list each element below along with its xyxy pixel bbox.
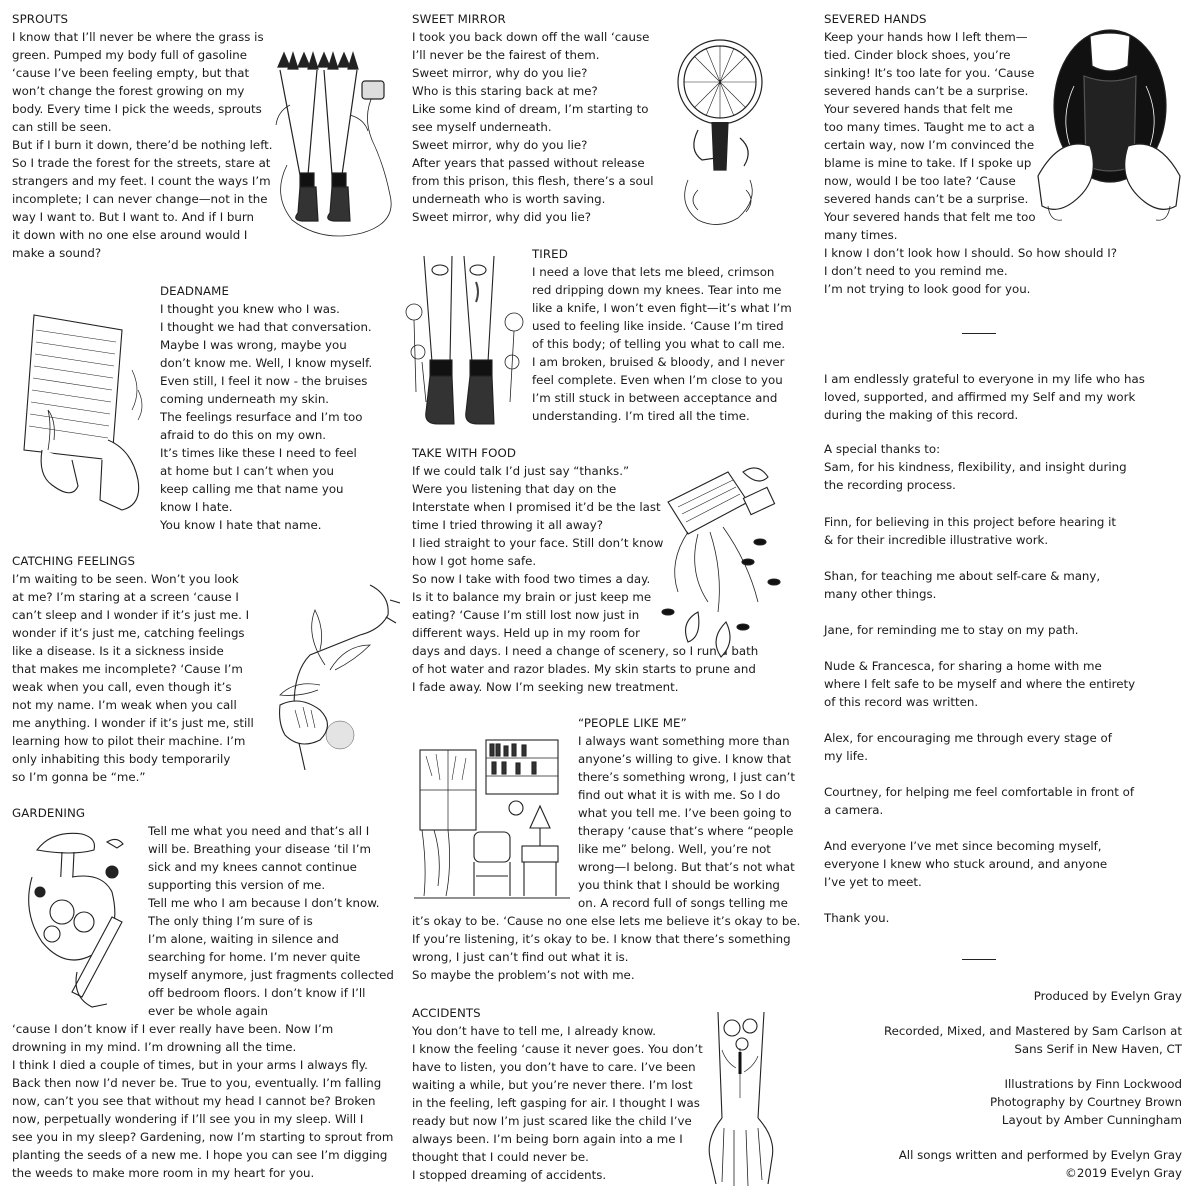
song-deadname: [160, 282, 372, 534]
text-line: Maybe I was wrong, maybe you: [160, 338, 347, 352]
song-title: SEVERED HANDS: [824, 12, 927, 26]
text-line: Sweet mirror, why did you lie?: [412, 210, 591, 224]
text-line: You know I hate that name.: [160, 518, 322, 532]
text-line: I’m waiting to be seen. Won’t you look: [12, 572, 239, 586]
text-line: now, would I be too late? ‘Cause: [824, 174, 1016, 188]
text-line: Your severed hands that felt me: [824, 102, 1013, 116]
song-title: SPROUTS: [12, 12, 69, 26]
text-line: ever be whole again: [148, 1004, 268, 1018]
text-line: understanding. I’m tired all the time.: [532, 409, 750, 423]
text-line: I know the feeling ‘cause it never goes. You don’t: [412, 1042, 703, 1056]
text-line: find out what it is with me. So I do: [578, 788, 781, 802]
text-line: I’m not trying to look good for you.: [824, 282, 1031, 296]
text-line: loved, supported, and affirmed my Self and my work: [824, 390, 1136, 404]
text-line: strangers and my feet. I count the ways I’m: [12, 174, 271, 188]
thanks-nude-francesca: [824, 657, 1135, 711]
text-line: If we could talk I’d just say “thanks.”: [412, 464, 630, 478]
text-line: keep calling me that name you: [160, 482, 344, 496]
song-people-like-me-full: [412, 912, 800, 984]
text-line: time I tried throwing it all away?: [412, 518, 603, 532]
text-line: Keep your hands how I left them—: [824, 30, 1028, 44]
song-title: ACCIDENTS: [412, 1006, 481, 1020]
text-line: that makes me incomplete? ‘Cause I’m: [12, 662, 243, 676]
text-line: off bedroom floors. I don’t know if I’ll: [148, 986, 366, 1000]
text-line: I need a love that lets me bleed, crimson: [532, 265, 775, 279]
credit-photography: Photography by Courtney Brown: [989, 1095, 1182, 1109]
text-line: Back then now I’d never be. True to you, eventually. I’m falling: [12, 1076, 382, 1090]
song-lyrics: [412, 1022, 703, 1184]
song-accidents: [412, 1004, 703, 1184]
song-gardening-lyrics-right: [148, 822, 394, 1020]
song-title: GARDENING: [12, 806, 86, 820]
text-line: how I got home safe.: [412, 554, 537, 568]
text-line: Tell me who I am because I don’t know.: [148, 896, 380, 910]
text-line: I’m still stuck in between acceptance and: [532, 391, 778, 405]
text-line: from this prison, this flesh, there’s a soul: [412, 174, 654, 188]
text-line: You don’t have to tell me, I already know.: [412, 1024, 656, 1038]
text-line: at me? I’m staring at a screen ‘cause I: [12, 590, 239, 604]
song-tired: [532, 245, 792, 425]
song-sprouts: [12, 10, 273, 262]
text-line: so I’m gonna be “me.”: [12, 770, 146, 784]
text-line: ‘cause I’ve been feeling empty, but that: [12, 66, 250, 80]
song-title: SWEET MIRROR: [412, 12, 506, 26]
text-line: I thought we had that conversation.: [160, 320, 372, 334]
text-line: not my name. I’m weak when you call: [12, 698, 237, 712]
text-line: many other things.: [824, 587, 937, 601]
text-line: it’s okay to be. ‘Cause no one else lets me believe it’s okay to be.: [412, 914, 801, 928]
text-line: I don’t need to you remind me.: [824, 264, 1008, 278]
thanks-courtney: [824, 783, 1134, 819]
text-line: Sweet mirror, why do you lie?: [412, 66, 588, 80]
text-line: way I want to. But I want to. And if I burn: [12, 210, 255, 224]
text-line: of this record was written.: [824, 695, 979, 709]
text-line: see you in my sleep? Gardening, now I’m starting to sprout from: [12, 1130, 394, 1144]
room-scene-illustration: [412, 736, 572, 908]
text-line: now, can’t you see that without my head I cannot be? Broken: [12, 1094, 376, 1108]
song-lyrics: [148, 822, 394, 1020]
song-gardening-lyrics-full: [12, 1020, 393, 1182]
text-line: different ways. Held up in my room for: [412, 626, 640, 640]
divider: [962, 333, 996, 334]
text-line: tied. Cinder block shoes, you’re: [824, 48, 1011, 62]
accidents-arm-illustration: [696, 1008, 791, 1190]
text-line: I know I don’t look how I should. So how should I?: [824, 246, 1118, 260]
song-title: CATCHING FEELINGS: [12, 554, 136, 568]
text-line: eating? ‘Cause I’m still lost now just in: [412, 608, 640, 622]
song-title: DEADNAME: [160, 284, 230, 298]
text-line: used to feeling like inside. ‘Cause I’m tired: [532, 319, 784, 333]
text-line: a camera.: [824, 803, 884, 817]
text-line: I think I died a couple of times, but in your arms I always fly.: [12, 1058, 368, 1072]
thanks-shan: [824, 567, 1100, 603]
text-line: & for their incredible illustrative work.: [824, 533, 1049, 547]
text-line: Alex, for encouraging me through every stage of: [824, 731, 1112, 745]
song-title: TAKE WITH FOOD: [412, 446, 517, 460]
text-line: So maybe the problem’s not with me.: [412, 968, 635, 982]
text-line: thought that I could never be.: [412, 1150, 589, 1164]
text-line: Finn, for believing in this project before hearing it: [824, 515, 1117, 529]
text-line: After years that passed without release: [412, 156, 645, 170]
song-catching-feelings: [12, 552, 254, 786]
text-line: the recording process.: [824, 478, 956, 492]
text-line: see myself underneath.: [412, 120, 552, 134]
text-line: too many times. Taught me to act a: [824, 120, 1035, 134]
text-line: supporting this version of me.: [148, 878, 326, 892]
text-line: weak when you call, even though it’s: [12, 680, 232, 694]
text-line: Recorded, Mixed, and Mastered by Sam Carlson at: [883, 1024, 1182, 1038]
text-line: incomplete; I can never change—not in the: [12, 192, 268, 206]
text-line: anyone’s willing to give. I know that: [578, 752, 791, 766]
special-thanks-heading: A special thanks to:: [824, 442, 941, 456]
text-line: Even still, I feel it now - the bruises: [160, 374, 368, 388]
text-line: learning how to pilot their machine. I’m: [12, 734, 246, 748]
text-line: If you’re listening, it’s okay to be. I know that there’s something: [412, 932, 791, 946]
text-line: always been. I’m being born again into a me I: [412, 1132, 683, 1146]
text-line: waiting a while, but you’re never there. I’m lost: [412, 1078, 693, 1092]
text-line: my life.: [824, 749, 868, 763]
tired-legs-flowers-illustration: [402, 252, 527, 432]
song-lyrics: [412, 28, 653, 226]
text-line: can’t sleep and I wonder if it’s just me. I: [12, 608, 250, 622]
text-line: I took you back down off the wall ‘cause: [412, 30, 650, 44]
text-line: Sweet mirror, why do you lie?: [412, 138, 588, 152]
text-line: everyone I knew who stuck around, and anyone: [824, 857, 1108, 871]
thanks-alex: [824, 729, 1112, 765]
text-line: Jane, for reminding me to stay on my path.: [824, 623, 1079, 637]
text-line: wonder if it’s just me, catching feelings: [12, 626, 245, 640]
thanks-sam: [824, 458, 1127, 494]
text-line: can still be seen.: [12, 120, 112, 134]
text-line: I’ve yet to meet.: [824, 875, 922, 889]
song-title: TIRED: [532, 247, 568, 261]
text-line: feel complete. Even when I’m close to you: [532, 373, 783, 387]
text-line: have to listen, you don’t have to care. I’ve been: [412, 1060, 696, 1074]
deadname-letter-illustration: [12, 300, 152, 515]
text-line: sick and my knees cannot continue: [148, 860, 357, 874]
text-line: I stopped dreaming of accidents.: [412, 1168, 607, 1182]
text-line: The feelings resurface and I’m too: [160, 410, 363, 424]
text-line: I lied straight to your face. Still don’t know: [412, 536, 664, 550]
credit-producer: Produced by Evelyn Gray: [1033, 989, 1182, 1003]
acknowledgements: [824, 370, 1145, 424]
credits: [782, 987, 1182, 1182]
text-line: won’t change the forest growing on my: [12, 84, 245, 98]
text-line: myself anymore, just fragments collected: [148, 968, 394, 982]
text-line: severed hands can’t be a surprise.: [824, 84, 1029, 98]
song-lyrics: [12, 28, 273, 262]
text-line: body. Every time I pick the weeds, sprouts: [12, 102, 262, 116]
text-line: wrong, I just can’t find out what it is.: [412, 950, 629, 964]
song-people-like-me: [578, 714, 795, 912]
text-line: ‘cause I don’t know if I ever really have been. Now I’m: [12, 1022, 334, 1036]
text-line: like a disease. Is it a sickness inside: [12, 644, 224, 658]
text-line: searching for home. I’m never quite: [148, 950, 361, 964]
text-line: sinking! It’s too late for you. ‘Cause: [824, 66, 1035, 80]
text-line: I am broken, bruised & bloody, and I never: [532, 355, 785, 369]
text-line: So now I take with food two times a day.: [412, 572, 651, 586]
text-line: Shan, for teaching me about self-care & many,: [824, 569, 1101, 583]
text-line: I am endlessly grateful to everyone in my life who has: [824, 372, 1145, 386]
text-line: now, perpetually wondering if I’ll see you in my sleep. Will I: [12, 1112, 364, 1126]
text-line: I always want something more than: [578, 734, 790, 748]
text-line: coming underneath my skin.: [160, 392, 330, 406]
text-line: know I hate.: [160, 500, 233, 514]
text-line: in the feeling, left gasping for air. I thought I was: [412, 1096, 700, 1110]
song-lyrics: [578, 732, 795, 912]
text-line: it down with no one else around would I: [12, 228, 248, 242]
text-line: I fade away. Now I’m seeking new treatment.: [412, 680, 679, 694]
text-line: ready but now I’m just scared like the child I’ve: [412, 1114, 692, 1128]
text-line: Sans Serif in New Haven, CT: [1014, 1042, 1182, 1056]
thanks-intro: [824, 370, 1145, 424]
text-line: Were you listening that day on the: [412, 482, 617, 496]
sweet-mirror-illustration: [668, 30, 768, 235]
song-lyrics: [532, 263, 792, 425]
text-line: during the making of this record.: [824, 408, 1019, 422]
credit-copyright: ©2019 Evelyn Gray: [1065, 1166, 1182, 1180]
text-line: I know that I’ll never be where the grass is: [12, 30, 264, 44]
sprouts-legs-illustration: [262, 45, 402, 245]
text-line: days and days. I need a change of scenery, so I run a bath: [412, 644, 759, 658]
thanks-jane: [824, 621, 1079, 639]
song-gardening-title: [12, 804, 85, 822]
special-thanks: [824, 440, 940, 458]
divider: [962, 959, 996, 960]
text-line: don’t know me. Well, I know myself.: [160, 356, 373, 370]
text-line: green. Pumped my body full of gasoline: [12, 48, 248, 62]
gardening-mushroom-illustration: [12, 822, 142, 1014]
text-line: the weeds to make more room in my heart for you.: [12, 1166, 315, 1180]
text-line: you think that I should be working: [578, 878, 780, 892]
text-line: The only thing I’m sure of is: [148, 914, 313, 928]
text-line: Like some kind of dream, I’m starting to: [412, 102, 649, 116]
text-line: at home but I can’t when you: [160, 464, 334, 478]
text-line: like a knife, I won’t even fight—it’s what I’m: [532, 301, 792, 315]
text-line: Interstate when I promised it’d be the last: [412, 500, 661, 514]
text-line: many times.: [824, 228, 898, 242]
song-lyrics: [12, 570, 254, 786]
credit-layout: Layout by Amber Cunningham: [1001, 1113, 1182, 1127]
severed-hands-illustration: [1030, 26, 1188, 226]
text-line: planting the seeds of a new me. I hope you can see I’m digging: [12, 1148, 388, 1162]
text-line: So I trade the forest for the streets, stare at: [12, 156, 271, 170]
text-line: make a sound?: [12, 246, 102, 260]
text-line: But if I burn it down, there’d be nothing left.: [12, 138, 273, 152]
text-line: Sam, for his kindness, flexibility, and insight during: [824, 460, 1127, 474]
text-line: there’s something wrong, I just can’t: [578, 770, 796, 784]
credit-illustrations: Illustrations by Finn Lockwood: [1004, 1077, 1182, 1091]
text-line: I thought you knew who I was.: [160, 302, 340, 316]
text-line: therapy ‘cause that’s where “people: [578, 824, 794, 838]
text-line: like me” belong. Well, you’re not: [578, 842, 771, 856]
text-line: will be. Breathing your disease ‘til I’m: [148, 842, 371, 856]
text-line: me anything. I wonder if it’s just me, still: [12, 716, 254, 730]
song-sweet-mirror: [412, 10, 653, 226]
song-lyrics: [12, 1020, 393, 1182]
text-line: Who is this staring back at me?: [412, 84, 598, 98]
text-line: And everyone I’ve met since becoming myself,: [824, 839, 1102, 853]
text-line: It’s times like these I need to feel: [160, 446, 357, 460]
pill-bottle-flowers-illustration: [648, 462, 788, 662]
text-line: wrong—I belong. But that’s not what: [578, 860, 795, 874]
text-line: afraid to do this on my own.: [160, 428, 327, 442]
text-line: blame is mine to take. If I spoke up: [824, 156, 1032, 170]
catching-feelings-neck-illustration: [250, 575, 400, 770]
text-line: I’m alone, waiting in silence and: [148, 932, 339, 946]
text-line: of this body; of telling you what to call me.: [532, 337, 786, 351]
credit-songwriting: All songs written and performed by Evelyn Gray: [898, 1148, 1182, 1162]
text-line: what you tell me. I’ve been going to: [578, 806, 792, 820]
text-line: Tell me what you need and that’s all I: [148, 824, 370, 838]
text-line: Nude & Francesca, for sharing a home with me: [824, 659, 1102, 673]
text-line: on. A record full of songs telling me: [578, 896, 788, 910]
text-line: drowning in my mind. I’m drowning all the time.: [12, 1040, 297, 1054]
text-line: only inhabiting this body temporarily: [12, 752, 231, 766]
credit-recording: [782, 1022, 1182, 1058]
text-line: I’ll never be the fairest of them.: [412, 48, 600, 62]
song-lyrics: [160, 300, 372, 534]
thanks-finn: [824, 513, 1116, 549]
text-line: where I felt safe to be myself and where the entirety: [824, 677, 1136, 691]
song-lyrics: [412, 912, 800, 984]
text-line: Courtney, for helping me feel comfortable in front of: [824, 785, 1135, 799]
thank-you-text: Thank you.: [824, 911, 890, 925]
text-line: certain way, now I’m convinced the: [824, 138, 1035, 152]
thank-you: [824, 909, 889, 927]
text-line: Is it to balance my brain or just keep me: [412, 590, 652, 604]
text-line: Your severed hands that felt me too: [824, 210, 1036, 224]
text-line: red dripping down my knees. Tear into me: [532, 283, 782, 297]
text-line: of hot water and razor blades. My skin starts to prune and: [412, 662, 756, 676]
text-line: underneath who is worth saving.: [412, 192, 606, 206]
thanks-everyone: [824, 837, 1107, 891]
song-title: “PEOPLE LIKE ME”: [578, 716, 687, 730]
text-line: severed hands can’t be a surprise.: [824, 192, 1029, 206]
